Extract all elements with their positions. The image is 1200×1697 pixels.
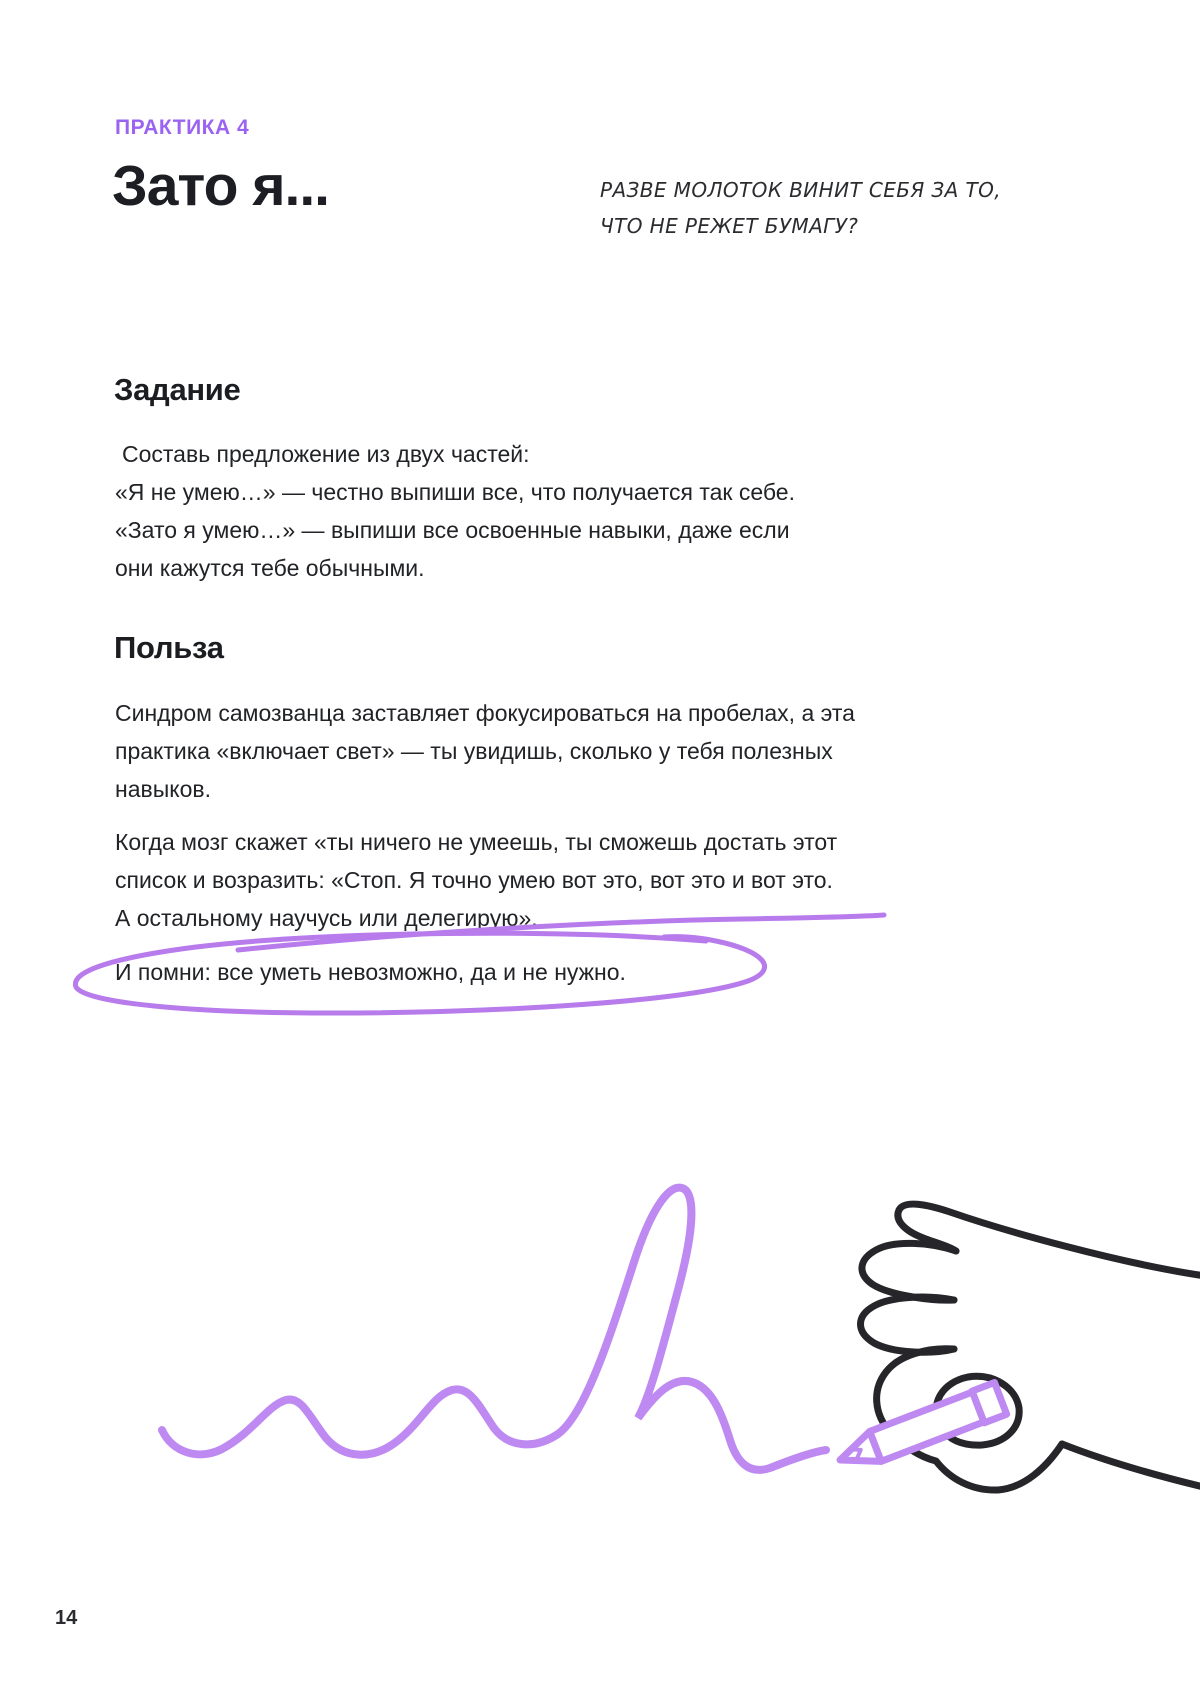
page-number: 14 (55, 1607, 78, 1629)
pencil-cap (972, 1382, 1007, 1422)
paragraph-line: Составь предложение из двух частей: (122, 441, 530, 467)
polza-paragraph-1 (115, 694, 945, 808)
section-heading-polza: Польза (114, 630, 224, 665)
paragraph-line: «Зато я умею…» — выпиши все освоенные навыки, даже если (115, 517, 790, 543)
circled-reminder-text: И помни: все уметь невозможно, да и не нужно. (115, 959, 626, 985)
squiggle-line (162, 1188, 826, 1470)
paragraph-line: практика «включает свет» — ты увидишь, сколько у тебя полезных (115, 738, 833, 764)
paragraph-line: «Я не умею…» — честно выпиши все, что получается так себе. (115, 479, 795, 505)
thumb-loop (936, 1376, 1019, 1445)
handwritten-quote (600, 172, 1020, 244)
paragraph-line: они кажутся тебе обычными. (115, 555, 425, 581)
paragraph-line: навыков. (115, 776, 211, 802)
pencil-tip (834, 1431, 881, 1474)
zadanie-paragraph (115, 435, 945, 587)
paragraph-line: Синдром самозванца заставляет фокусироваться на пробелах, а эта (115, 700, 855, 726)
page-title: Зато я... (112, 154, 329, 218)
pencil-lead-notch (851, 1446, 863, 1459)
quote-line: ЧТО НЕ РЕЖЕТ БУМАГУ? (600, 214, 859, 238)
hand-icon (861, 1204, 1200, 1490)
section-heading-zadanie: Задание (114, 372, 241, 407)
pencil-body (870, 1392, 984, 1461)
paragraph-line: Когда мозг скажет «ты ничего не умеешь, ты сможешь достать этот (115, 829, 838, 855)
polza-paragraph-2 (115, 823, 945, 937)
practice-label: ПРАКТИКА 4 (115, 116, 250, 139)
paragraph-line: А остальному научусь или делегирую». (115, 905, 538, 931)
paragraph-line: список и возразить: «Стоп. Я точно умею вот это, вот это и вот это. (115, 867, 833, 893)
pencil-icon (834, 1382, 1007, 1475)
quote-line: РАЗВЕ МОЛОТОК ВИНИТ СЕБЯ ЗА ТО, (600, 178, 1001, 202)
